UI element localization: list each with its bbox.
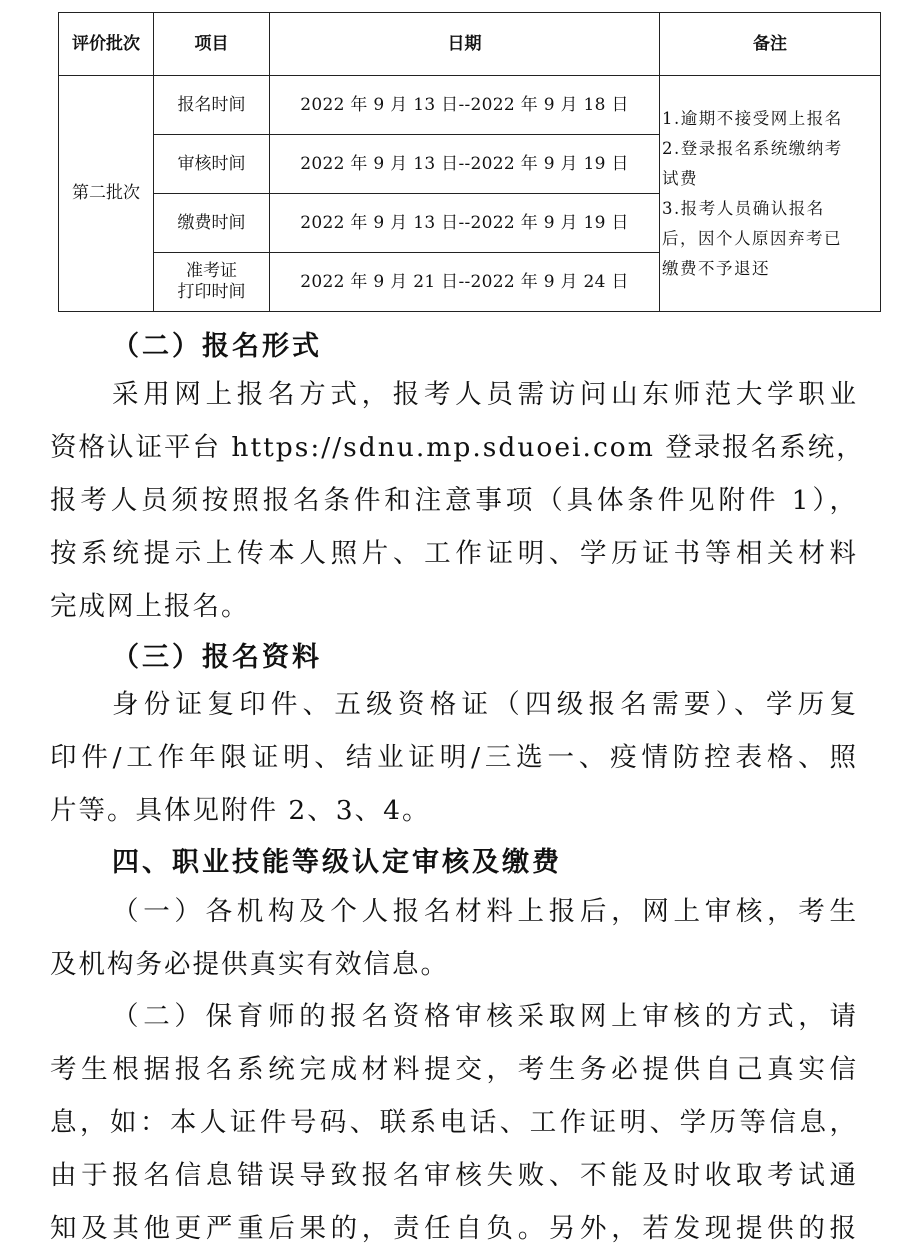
note-cell [660, 76, 881, 312]
text-line: 息，如：本人证件号码、联系电话、工作证明、学历等信息， [50, 1107, 858, 1138]
item-cell: 审核时间 [154, 135, 270, 194]
text-line: 身份证复印件、五级资格证（四级报名需要）、学历复 [112, 689, 858, 720]
note-line: 缴费不予退还 [662, 258, 770, 278]
date-cell: 2022 年 9 月 21 日--2022 年 9 月 24 日 [270, 253, 660, 312]
text-line: （一）各机构及个人报名材料上报后，网上审核，考生 [112, 896, 858, 927]
note-line: 试费 [662, 168, 698, 188]
date-cell: 2022 年 9 月 13 日--2022 年 9 月 19 日 [270, 135, 660, 194]
item-cell: 缴费时间 [154, 194, 270, 253]
header-item: 项目 [154, 13, 270, 76]
table-header-row [59, 13, 881, 76]
text-line: 完成网上报名。 [50, 591, 250, 622]
item-line: 准考证 [186, 261, 237, 281]
section-heading-form: （二）报名形式 [112, 331, 322, 362]
paragraph-form [50, 368, 865, 633]
text-line: 由于报名信息错误导致报名审核失败、不能及时收取考试通 [50, 1160, 858, 1191]
paragraph-review-2 [50, 990, 858, 1255]
paragraph-materials [50, 678, 858, 837]
note-line: 2.登录报名系统缴纳考 [662, 138, 843, 158]
text-line: 考生根据报名系统完成材料提交，考生务必提供自己真实信 [50, 1054, 858, 1085]
header-batch: 评价批次 [59, 13, 154, 76]
header-date: 日期 [270, 13, 660, 76]
chapter-heading: 四、职业技能等级认定审核及缴费 [112, 847, 562, 878]
text-line: 印件/工作年限证明、结业证明/三选一、疫情防控表格、照 [50, 742, 858, 773]
item-cell [154, 253, 270, 312]
text-line: 知及其他更严重后果的，责任自负。另外，若发现提供的报 [50, 1213, 858, 1244]
date-cell: 2022 年 9 月 13 日--2022 年 9 月 18 日 [270, 76, 660, 135]
date-cell: 2022 年 9 月 13 日--2022 年 9 月 19 日 [270, 194, 660, 253]
item-cell: 报名时间 [154, 76, 270, 135]
paragraph-review-1 [50, 885, 858, 991]
text-line: 片等。具体见附件 2、3、4。 [50, 795, 431, 826]
table-row [59, 76, 881, 135]
header-note: 备注 [660, 13, 881, 76]
schedule-table [58, 12, 881, 312]
section-heading-materials: （三）报名资料 [112, 642, 322, 673]
item-line: 打印时间 [177, 282, 246, 302]
text-line: （二）保育师的报名资格审核采取网上审核的方式，请 [112, 1001, 858, 1032]
text-line: 报考人员须按照报名条件和注意事项（具体条件见附件 1）， [50, 485, 858, 516]
batch-cell: 第二批次 [59, 76, 154, 312]
note-line: 后，因个人原因弃考已 [662, 228, 842, 248]
text-line: 及机构务必提供真实有效信息。 [50, 949, 449, 980]
text-line: 采用网上报名方式，报考人员需访问山东师范大学职业 [112, 379, 858, 410]
text-line: 资格认证平台 https://sdnu.mp.sduoei.com 登录报名系统， [50, 432, 865, 463]
text-line: 按系统提示上传本人照片、工作证明、学历证书等相关材料 [50, 538, 858, 569]
note-line: 3.报考人员确认报名 [662, 198, 825, 218]
note-line: 1.逾期不接受网上报名 [662, 108, 843, 128]
